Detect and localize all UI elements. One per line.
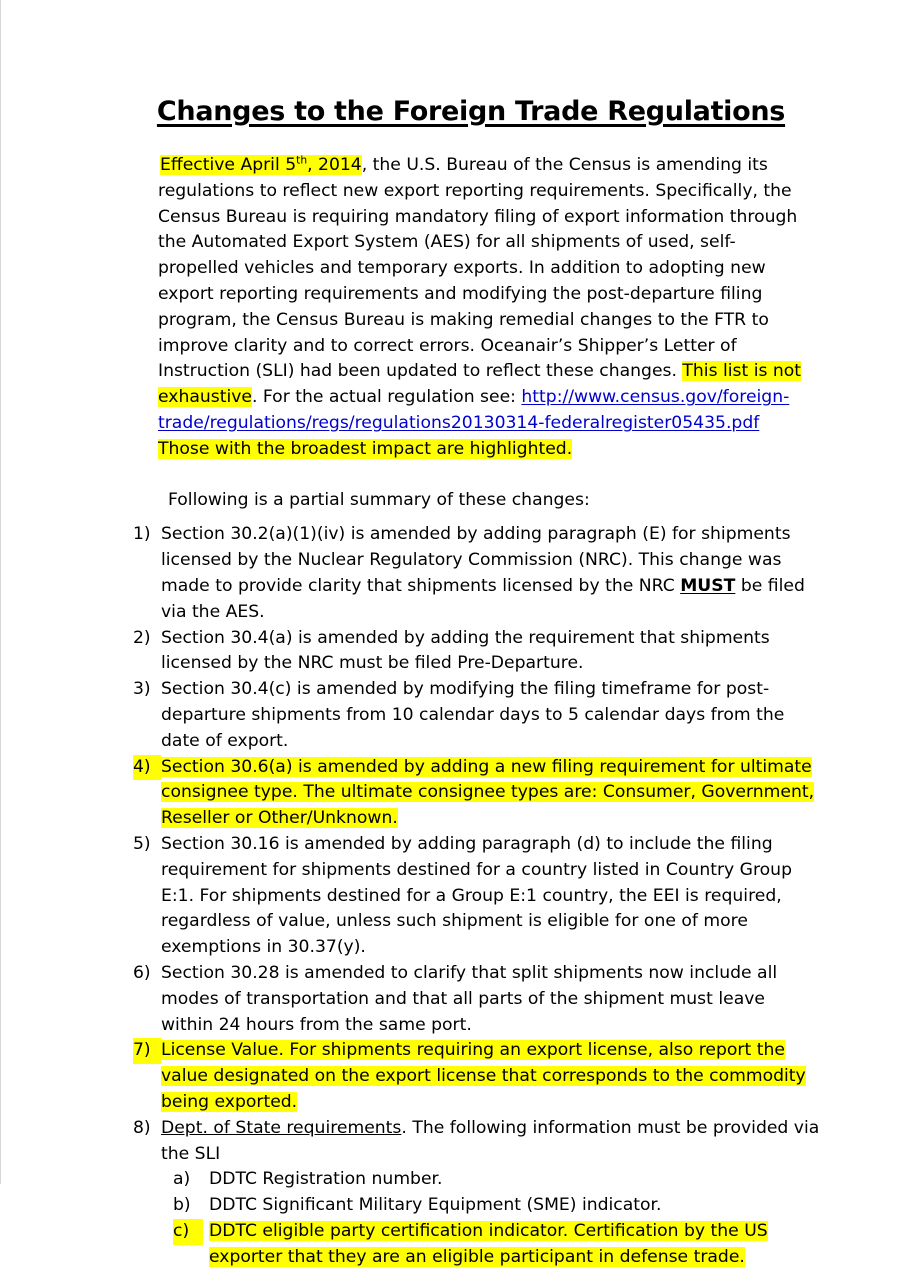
list-item (121, 1038, 821, 1115)
changes-list (121, 522, 821, 1270)
list-item-text (161, 522, 821, 625)
list-item (173, 1219, 821, 1271)
page-title (121, 96, 821, 127)
date-superscript: th (296, 153, 308, 167)
federal-register-link[interactable]: http://www.census.gov/foreign-trade/regulations/regs/regulations20130314-federalregister05435.pdf (158, 387, 790, 434)
sub-item-marker: a) (173, 1169, 191, 1190)
list-item (121, 1116, 821, 1271)
sub-item-text: DDTC Registration number. (209, 1169, 443, 1190)
page-title-text: Changes to the Foreign Trade Regulations (156, 96, 786, 127)
list-item (173, 1167, 821, 1193)
lead-in-paragraph: Following is a partial summary of these changes: (168, 489, 590, 510)
intro-body-second: . For the actual regulation see: (251, 387, 522, 408)
list-item-marker: 2) (133, 627, 151, 648)
list-item-text: Section 30.4(a) is amended by adding the requirement that shipments licensed by the NRC must be filed Pre-Departure. (161, 627, 770, 674)
highlight-sub-item-c: DDTC eligible party certification indicator. Certification by the US exporter that they are an eligible participant in defense trade. (209, 1220, 768, 1267)
sub-item-marker: b) (173, 1195, 191, 1216)
item1-text-after: be filed via the AES. (161, 576, 805, 622)
list-item-marker: 1) (133, 524, 151, 545)
list-item-marker: 8) (133, 1117, 151, 1138)
list-item (121, 522, 821, 625)
highlight-item-7: License Value. For shipments requiring an export license, also report the value designated on the export license that corresponds to the commodity being exported. (161, 1040, 806, 1112)
list-item-text (161, 755, 821, 832)
list-item-marker: 6) (133, 962, 151, 983)
list-item-marker: 5) (133, 833, 151, 854)
intro-body-first: , the U.S. Bureau of the Census is amending its regulations to reflect new export reporting requirements. Specifically, the Census Bureau is requiring mandatory filing of export information through the Automated Export System (AES) for all shipments of used, self-propelled vehicles and temporary exports. In addition to adopting new export reporting requirements and modifying the post-departure filing program, the Census Bureau is making remedial changes to the FTR to improve clarity and to correct errors. Oceanair’s Shipper’s Letter of Instruction (SLI) had been updated to reflect these changes. (158, 155, 798, 382)
list-item (121, 677, 821, 754)
list-item-marker: 7) (133, 1038, 161, 1064)
highlight-item-4: Section 30.6(a) is amended by adding a new filing requirement for ultimate consignee type. The ultimate consignee types are: Consumer, Government, Reseller or Other/Unknown. (161, 756, 815, 829)
list-item (173, 1193, 821, 1219)
list-item (121, 626, 821, 678)
intro-paragraph (121, 153, 821, 463)
list-item (121, 832, 821, 961)
item8-underlined-lead: Dept. of State requirements (161, 1117, 402, 1138)
sub-item-marker: c) (173, 1219, 203, 1245)
list-item-text (161, 1116, 821, 1168)
list-item-text: Section 30.28 is amended to clarify that split shipments now include all modes of transportation and that all parts of the shipment must leave within 24 hours from the same port. (161, 962, 778, 1035)
list-item-text: Section 30.4(c) is amended by modifying the filing timeframe for post-departure shipments from 10 calendar days to 5 calendar days from the date of export. (161, 679, 785, 751)
item1-text-before: Section 30.2(a)(1)(iv) is amended by adding paragraph (E) for shipments licensed by the Nuclear Regulatory Commission (NRC). This change was made to provide clarity that shipments licensed by the NRC (161, 524, 791, 596)
list-item-marker: 4) (133, 755, 161, 781)
highlight-broadest-impact: Those with the broadest impact are highlighted. (158, 438, 573, 459)
list-item-text: Section 30.16 is amended by adding paragraph (d) to include the filing requirement for shipments destined for a country listed in Country Group E:1. For shipments destined for a Group E:1 country, the EEI is required, regardless of value, unless such shipment is eligible for one of more exemptions in 30.37(y). (161, 833, 792, 958)
sub-item-text: DDTC Significant Military Equipment (SME) indicator. (209, 1195, 662, 1216)
state-requirements-sublist (161, 1167, 821, 1270)
list-item-marker: 3) (133, 679, 151, 700)
list-item (121, 755, 821, 832)
item8-text-after: . The following information must be provided via the SLI (161, 1117, 820, 1164)
list-item-text (161, 1038, 821, 1115)
effective-date-year: , 2014 (307, 155, 362, 176)
list-item (121, 961, 821, 1038)
item1-emphasis-must: MUST (680, 576, 736, 596)
highlight-effective-date (160, 155, 362, 175)
document-content (121, 96, 821, 1271)
sub-item-text (209, 1219, 821, 1271)
effective-date-text: Effective April 5 (160, 155, 297, 176)
highlight-not-exhaustive: This list is not exhaustive (158, 361, 802, 408)
